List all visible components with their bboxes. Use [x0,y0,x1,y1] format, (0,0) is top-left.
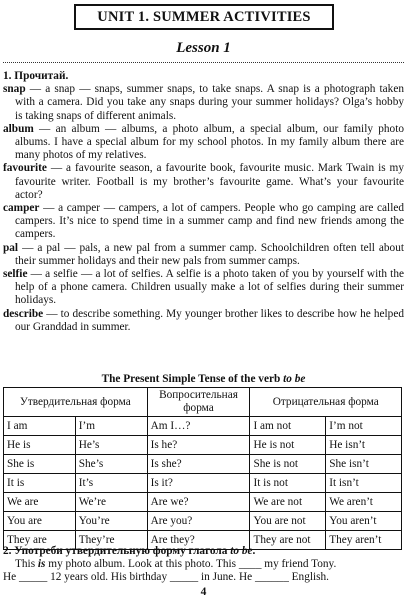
vocab-list [3,83,404,334]
table-cell: Am I…? [147,417,250,436]
exercise2-line1 [3,558,404,571]
unit-title-box [74,4,334,30]
exercise2 [3,545,404,585]
vocab-term: favourite [3,162,47,175]
table-cell: You are [4,512,76,531]
table-header-row [4,388,402,417]
table-cell: They are [4,531,76,550]
exercise2-line1-b: my photo album. Look at this photo. This ____ my friend Tony. [45,558,337,571]
table-cell: He is not [250,436,326,455]
unit-title: UNIT 1. SUMMER ACTIVITIES [97,8,311,25]
vocab-term: describe [3,307,44,320]
table-row [4,455,402,474]
vocab-entry [3,162,404,202]
vocab-term: camper [3,202,40,215]
grammar-table [3,387,402,550]
table-row [4,417,402,436]
exercise2-heading-verb: to be [230,545,253,557]
table-cell: We’re [75,493,147,512]
table-cell: I am not [250,417,326,436]
vocab-entry [3,83,404,123]
table-cell: I am [4,417,76,436]
vocab-entry [3,202,404,242]
table-cell: You’re [75,512,147,531]
table-cell: It isn’t [326,474,402,493]
table-row [4,493,402,512]
table-cell: Is it? [147,474,250,493]
table-cell: It is [4,474,76,493]
vocab-definition: — a pal — pals, a new pal from a summer camp. Schoolchildren often tell about their summer holidays and their new pals from summer camps. [15,241,404,267]
table-cell: We aren’t [326,493,402,512]
vocab-definition: — a camper — campers, a lot of campers. People who go camping are called campers. It’s nice to spend time in a summer camp and find new friends among the campers. [15,202,404,241]
exercise2-line2: He _____ 12 years old. His birthday _____ in June. He ______ English. [3,571,330,584]
vocab-definition: — a selfie — a lot of selfies. A selfie is a photo taken of you by yourself with the help of a phone camera. Children usually make a lot of selfies during their summer holidays. [15,268,404,307]
table-cell: She is not [250,455,326,474]
vocab-entry [3,242,404,268]
table-title-prefix: The Present Simple Tense of the verb [101,373,284,385]
table-cell: She isn’t [326,455,402,474]
table-cell: You aren’t [326,512,402,531]
table-title [0,373,407,385]
page-number: 4 [200,586,207,598]
table-cell: They’re [75,531,147,550]
header-affirmative: Утвердительная форма [4,388,148,417]
vocab-entry [3,123,404,163]
dotted-divider [3,62,404,63]
table-row [4,436,402,455]
table-cell: Is he? [147,436,250,455]
vocab-definition: — a snap — snaps, summer snaps, to take snaps. A snap is a photograph taken with a camera. Did you take any snaps during your summer holidays? Olga’s hobby is taking snaps of different animals. [15,83,404,122]
vocab-term: snap [3,83,26,96]
table-body [4,417,402,550]
table-cell: He isn’t [326,436,402,455]
table-cell: I’m not [326,417,402,436]
header-negative: Отрицательная форма [250,388,402,417]
vocab-entry [3,268,404,308]
exercise2-line1-is: is [37,558,46,571]
table-cell: He is [4,436,76,455]
table-cell: She’s [75,455,147,474]
table-cell: Is she? [147,455,250,474]
vocab-definition: — an album — albums, a photo album, a special album, our family photo albums. I have a special album for my school photos. In my family album there are many photos of my relatives. [15,122,404,162]
table-cell: They aren’t [326,531,402,550]
table-cell: We are not [250,493,326,512]
vocab-definition: — to describe something. My younger brother likes to describe how he helped our Granddad in summer. [15,307,404,333]
header-interrogative: Вопросительная форма [147,388,250,417]
vocab-definition: — a favourite season, a favourite book, favourite music. Mark Twain is my favourite writer. Football is my brother’s favourite game. What’s your favourite actor? [15,162,404,201]
lesson-title: Lesson 1 [176,40,231,56]
vocab-term: album [3,122,34,135]
table-cell: He’s [75,436,147,455]
exercise2-heading [3,545,404,558]
table-cell: It is not [250,474,326,493]
table-cell: You are not [250,512,326,531]
table-cell: They are not [250,531,326,550]
table-row [4,474,402,493]
exercise2-line1-a: This [15,558,38,571]
table-cell: We are [4,493,76,512]
table-title-verb: to be [283,373,306,385]
exercise1 [3,70,404,334]
vocab-term: selfie [3,268,28,281]
exercise2-heading-prefix: 2. Употреби утвердительную форму глагола [3,545,231,557]
table-cell: Are you? [147,512,250,531]
vocab-entry [3,308,404,334]
table-cell: It’s [75,474,147,493]
table-cell: Are they? [147,531,250,550]
table-row [4,512,402,531]
exercise1-heading: 1. Прочитай. [3,70,69,82]
table-cell: I’m [75,417,147,436]
vocab-term: pal [3,241,19,254]
table-cell: Are we? [147,493,250,512]
table-cell: She is [4,455,76,474]
exercise2-heading-suffix: . [252,545,256,557]
